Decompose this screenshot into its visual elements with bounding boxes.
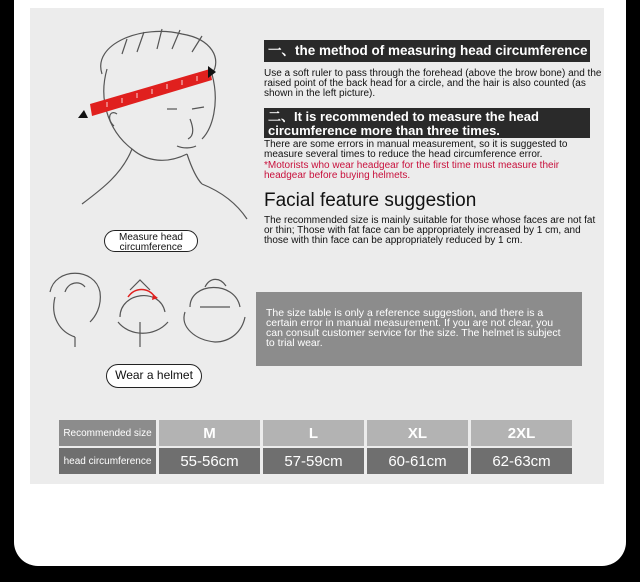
arrow-left-icon (78, 110, 88, 118)
size-row (59, 420, 572, 446)
wear-caption: Wear a helmet (106, 364, 202, 388)
circumference-cell: 62-63cm (471, 448, 572, 474)
circumference-cell: 60-61cm (367, 448, 468, 474)
row-label-size: Recommended size (59, 420, 156, 446)
row-label-circumference: head circumference (59, 448, 156, 474)
notice-box: The size table is only a reference suggestion, and there is a certain error in manual measurement. If you are not clear, you can consult customer service for the size. The helmet is subject to trial wear. (256, 292, 582, 366)
section2-note: *Motorists who wear headgear for the first time must measure their headgear before buying helmets. (264, 160, 560, 181)
size-cell: M (159, 420, 260, 446)
section2-body: There are some errors in manual measurement, so it is suggested to measure several times to reduce the head circumference error. (264, 139, 568, 160)
measure-caption: Measure head circumference (104, 230, 198, 252)
head-measure-illustration (62, 14, 252, 224)
size-cell: XL (367, 420, 468, 446)
circumference-row (59, 448, 572, 474)
circumference-cell: 55-56cm (159, 448, 260, 474)
size-cell: 2XL (471, 420, 572, 446)
section2-heading: 二、It is recommended to measure the head circumference more than three times. (264, 108, 590, 138)
size-cell: L (263, 420, 364, 446)
section1-heading: 一、the method of measuring head circumference (264, 40, 590, 62)
wear-helmet-illustration (40, 262, 250, 352)
section3-body: The recommended size is mainly suitable for those whose faces are not fat or thin; Those with fat face can be appropriately increased by 1 cm, and those with thin face can be appropriately reduced by 1 cm. (264, 215, 596, 246)
section1-body: Use a soft ruler to pass through the forehead (above the brow bone) and the raised point of the back head for a circle, and the hair is also counted (as shown in the left picture). (264, 68, 602, 99)
section3-heading: Facial feature suggestion (264, 190, 477, 211)
size-table (56, 418, 575, 476)
circumference-cell: 57-59cm (263, 448, 364, 474)
